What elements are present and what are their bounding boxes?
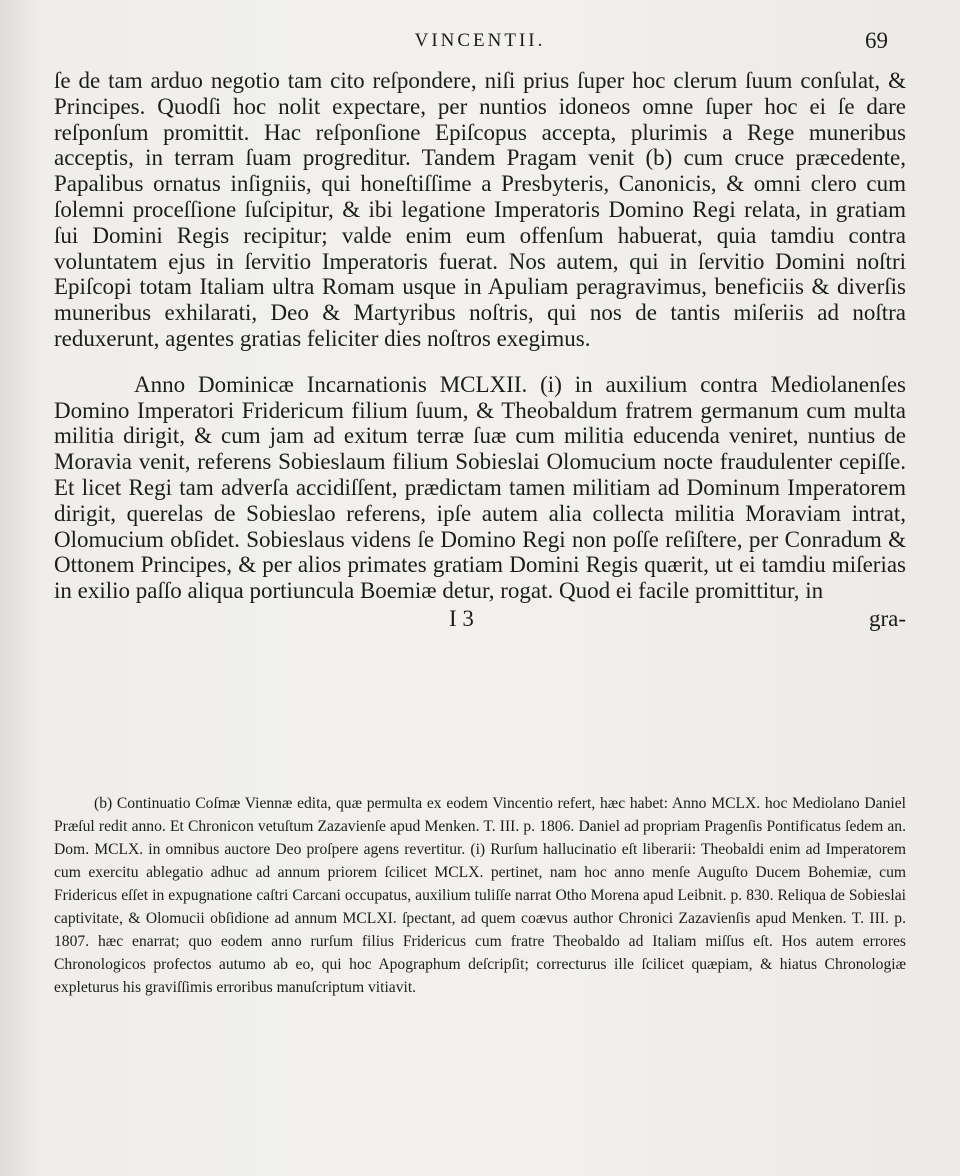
- signature-line: [54, 606, 906, 636]
- main-text: [54, 68, 906, 636]
- paragraph: Anno Dominicæ Incarnationis MCLXII. (i) in auxilium contra Mediolanenſes Domino Imperatori Fridericum filium ſuum, & Theobaldum fratrem germanum cum multa militia dirigit, & cum jam ad exitum terræ ſuæ cum militia educenda veniret, nuntius de Moravia venit, referens Sobieslaum filium Sobieslai Olomucium nocte fraudulenter cepiſſe. Et licet Regi tam adverſa accidiſſent, prædictam tamen militiam ad Dominum Imperatorem dirigit, querelas de Sobieslao referens, ipſe autem alia collecta militia Moraviam intrat, Olomucium obſidet. Sobieslaus videns ſe Domino Regi non poſſe reſiſtere, per Conradum & Ottonem Principes, & per alios primates gratiam Domini Regis quærit, ut ei tamdiu miſerias in exilio paſſo aliqua portiuncula Boemiæ detur, rogat. Quod ei facile promittitur, in: [54, 371, 906, 604]
- paragraph: ſe de tam arduo negotio tam cito reſpondere, niſi prius ſuper hoc clerum ſuum conſulat, & Principes. Quodſi hoc nolit expectare, per nuntios idoneos omne ſuper hoc ei ſe dare reſponſum promittit. Hac reſponſione Epiſcopus accepta, plurimis a Rege muneribus acceptis, in terram ſuam progreditur. Tandem Pragam venit (b) cum cruce præcedente, Papalibus ornatus inſigniis, qui honeſtiſſime a Presbyteris, Canonicis, & omni clero cum ſolemni proceſſione ſuſcipitur, & ibi legatione Imperatoris Domino Regi relata, in gratiam ſui Domini Regis recipitur; valde enim eum offenſum habuerat, quia tamdiu contra voluntatem ejus in ſervitio Imperatoris fuerat. Nos autem, qui in ſervitio Domini noſtri Epiſcopi totam Italiam ultra Romam usque in Apuliam peragravimus, beneficiis & diverſis muneribus exhilarati, Deo & Martyribus noſtris, qui nos de tantis miſeriis ad noſtra reduxerunt, agentes gratias feliciter dies noſtros exegimus.: [54, 68, 906, 351]
- footnotes: [54, 792, 906, 999]
- catchword: gra-: [868, 605, 906, 631]
- page-header: [54, 30, 906, 66]
- page-number: 69: [865, 28, 888, 53]
- running-head: VINCENTII.: [414, 30, 546, 51]
- footnote: (b) Continuatio Coſmæ Viennæ edita, quæ permulta ex eodem Vincentio refert, hæc habet: Anno MCLX. hoc Mediolano Daniel Præſul redit anno. Et Chronicon vetuſtum Zazavienſe apud Menken. T. III. p. 1806. Daniel ad propriam Pragenſis Pontificatus ſedem an. Dom. MCLX. in omnibus auctore Deo proſpere agens revertitur. (i) Rurſum hallucinatio eſt liberarii: Theobaldi enim ad Imperatorem cum exercitu ablegatio adhuc ad annum priorem ſcilicet MCLX. pertinet, nam hoc anno menſe Auguſto Ducem Bohemiæ, cum Fridericus eſſet in expugnatione caſtri Carcani occupatus, auxilium tuliſſe narrat Otho Morena apud Leibnit. p. 830. Reliqua de Sobieslai captivitate, & Olomucii obſidione ad annum MCLXI. ſpectant, ad quem coævus author Chronici Zazavienſis apud Menken. T. III. p. 1807. hæc enarrat; quo eodem anno rurſum filius Fridericus cum fratre Theobaldo ad Italiam miſſus eſt. Hos autem errores Chronologicos profectos autumo ab eo, qui hoc Apographum deſcripſit; correcturus ille ſcilicet quæpiam, & hiatus Chronologiæ expleturus his graviſſimis erroribus manuſcriptum vitiavit.: [54, 795, 906, 996]
- signature-mark: I 3: [449, 605, 474, 631]
